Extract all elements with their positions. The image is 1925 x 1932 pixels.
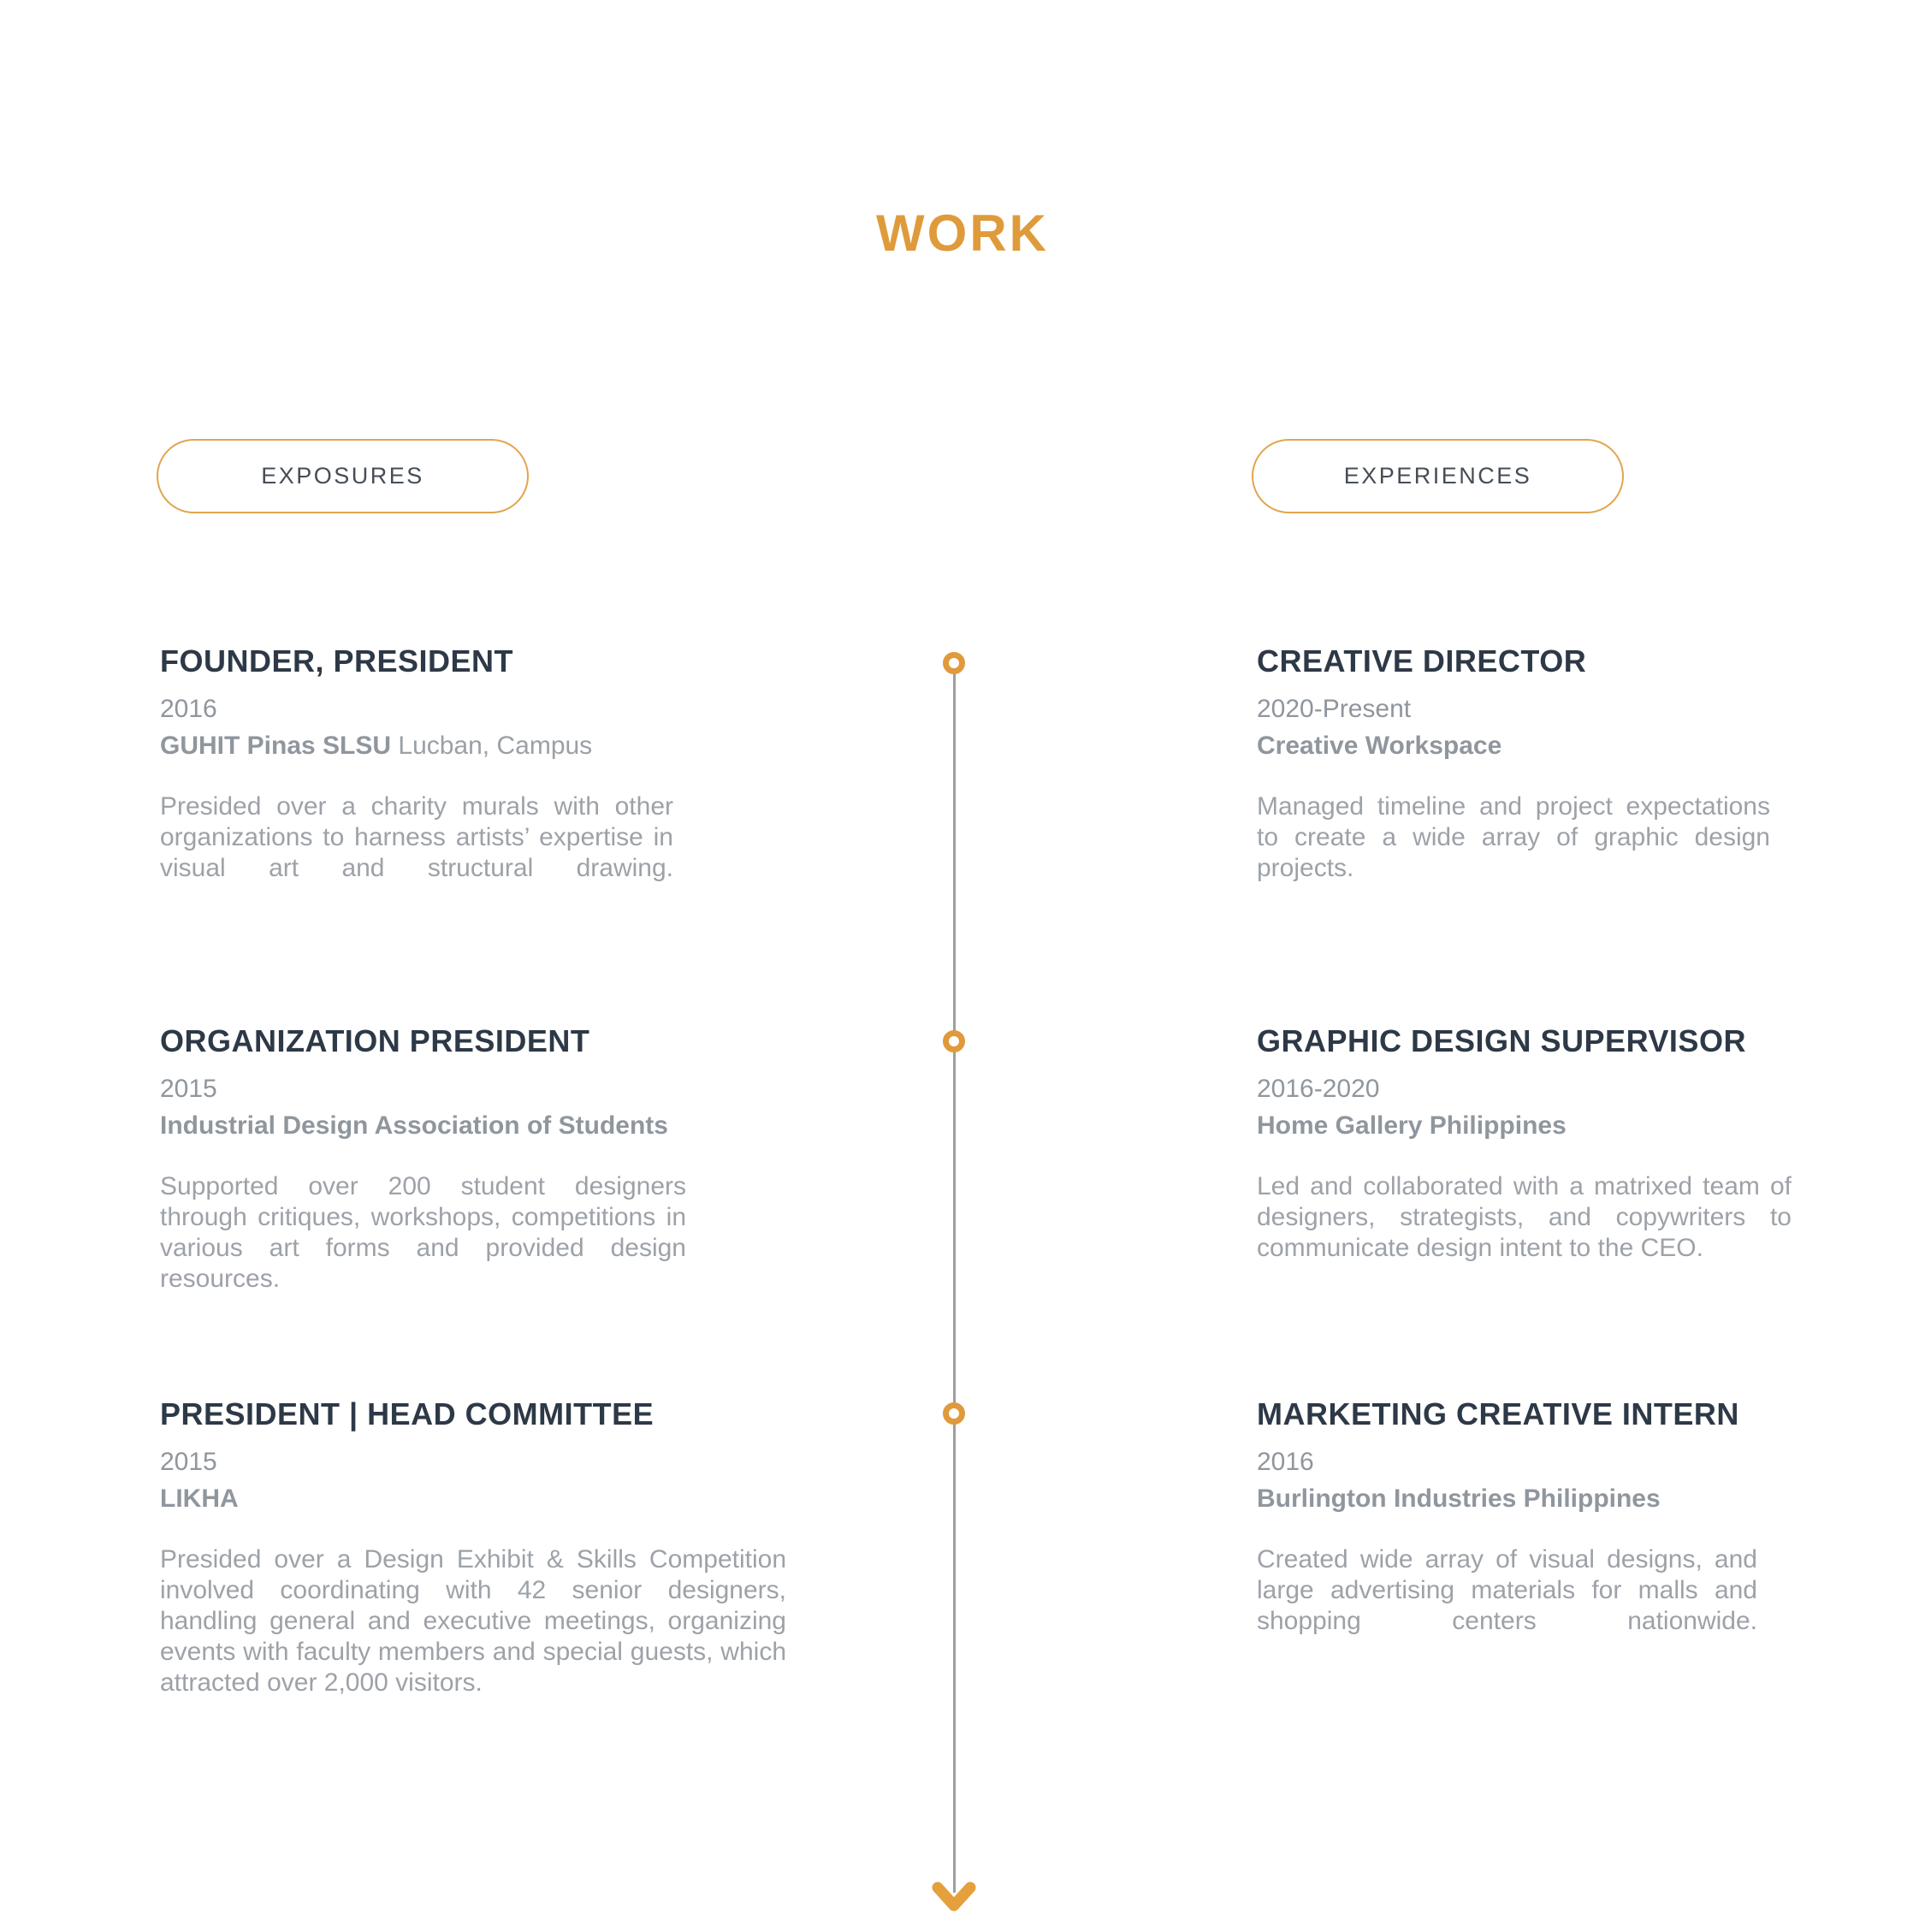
timeline-dot [943, 652, 965, 674]
entry-organization-name: Creative Workspace [1257, 732, 1502, 760]
timeline-dot [943, 1030, 965, 1052]
entry-description: Led and collaborated with a matrixed team of designers, strategists, and copywriters to communicate design intent to the CEO. [1257, 1172, 1792, 1262]
arrow-down-icon [932, 1881, 976, 1918]
timeline-entry [1257, 1396, 1856, 1637]
entry-title: FOUNDER, PRESIDENT [160, 643, 514, 679]
entry-title: MARKETING CREATIVE INTERN [1257, 1396, 1739, 1431]
entry-date: 2015 [160, 1075, 217, 1103]
entry-organization-name: Industrial Design Association of Students [160, 1111, 668, 1140]
exposures-pill[interactable] [157, 439, 529, 513]
timeline-line [953, 663, 956, 1893]
entry-title: CREATIVE DIRECTOR [1257, 643, 1587, 679]
entry-organization [160, 1111, 810, 1141]
entry-organization-name: GUHIT Pinas SLSU [160, 732, 392, 760]
exposures-pill-label: EXPOSURES [261, 463, 424, 489]
timeline-entry [160, 1396, 810, 1698]
entry-organization [160, 732, 810, 761]
experiences-pill-label: EXPERIENCES [1343, 463, 1532, 489]
entry-organization-name: Home Gallery Philippines [1257, 1111, 1567, 1140]
entry-date: 2016-2020 [1257, 1075, 1380, 1103]
entry-description: Presided over a charity murals with other organizations to harness artists’ expertise in visual art and structural drawing. [160, 792, 673, 882]
timeline-entry [160, 643, 810, 884]
entry-date: 2015 [160, 1448, 217, 1476]
entry-organization [1257, 1485, 1856, 1514]
entry-organization-name: Burlington Industries Philippines [1257, 1485, 1661, 1513]
entry-organization [1257, 732, 1856, 761]
timeline-dot [943, 1402, 965, 1425]
entry-description: Created wide array of visual designs, and large advertising materials for malls and shopping centers nationwide. [1257, 1545, 1757, 1635]
entry-organization [160, 1485, 810, 1514]
timeline-entry [1257, 1023, 1856, 1264]
entry-organization [1257, 1111, 1856, 1141]
entry-title: ORGANIZATION PRESIDENT [160, 1023, 590, 1058]
entry-organization-location: Lucban, Campus [391, 732, 593, 760]
entry-title: PRESIDENT | HEAD COMMITTEE [160, 1396, 654, 1431]
entry-title: GRAPHIC DESIGN SUPERVISOR [1257, 1023, 1746, 1058]
entry-description: Managed timeline and project expectations to create a wide array of graphic design projects. [1257, 792, 1770, 882]
entry-description: Presided over a Design Exhibit & Skills Competition involved coordinating with 42 senior designers, handling general and executive meetings, organizing events with faculty members and special guests, which attracted over 2,000 visitors. [160, 1545, 786, 1697]
entry-date: 2016 [1257, 1448, 1314, 1476]
entry-description: Supported over 200 student designers through critiques, workshops, competitions in various art forms and provided design resources. [160, 1172, 686, 1293]
entry-date: 2020-Present [1257, 695, 1412, 723]
experiences-pill[interactable] [1252, 439, 1624, 513]
timeline-entry [160, 1023, 810, 1295]
section-title: WORK [876, 204, 1049, 262]
timeline-entry [1257, 643, 1856, 884]
entry-organization-name: LIKHA [160, 1485, 239, 1513]
entry-date: 2016 [160, 695, 217, 723]
